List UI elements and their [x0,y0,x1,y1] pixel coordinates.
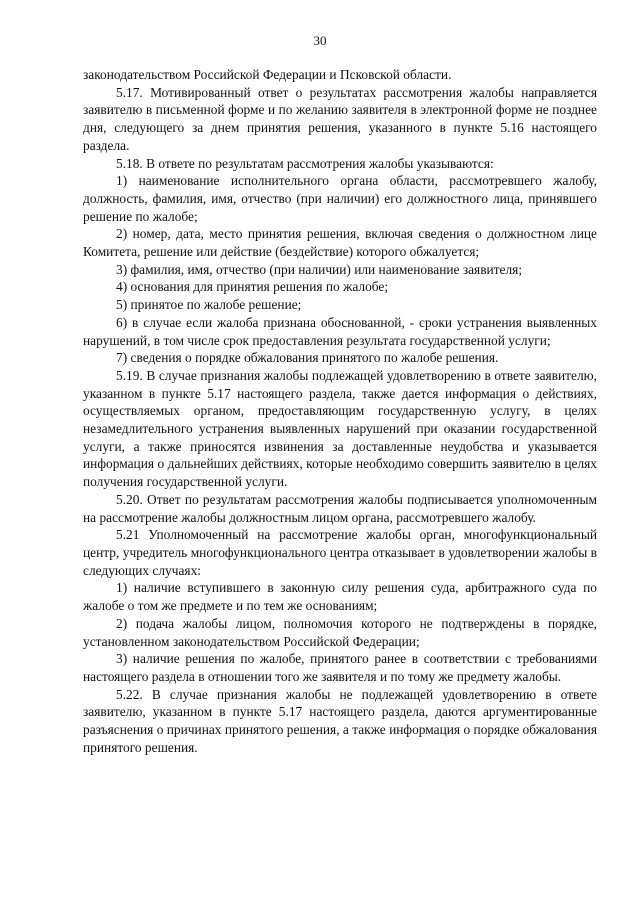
paragraph-5-19: 5.19. В случае признания жалобы подлежащей удовлетворению в ответе заявителю, указанном в пункте 5.17 настоящего раздела, также дается информация о действиях, осуществляемых органом, предоставляющим государственную услугу, в целях незамедлительного устранения выявленных нарушений при оказании государственной услуги, а также приносятся извинения за доставленные неудобства и указывается информация о дальнейших действиях, которые необходимо совершить заявителю в целях получения государственной услуги. [83,367,597,490]
paragraph-continuation: законодательством Российской Федерации и Псковской области. [83,67,452,82]
list-item-5-18-6: 6) в случае если жалоба признана обоснованной, - сроки устранения выявленных нарушений, в том числе срок предоставления результата государственной услуги; [83,314,597,348]
list-item-5-18-7: 7) сведения о порядке обжалования принятого по жалобе решения. [116,350,499,366]
list-item-5-21-2: 2) подача жалобы лицом, полномочия которого не подтверждены в порядке, установленном законодательством Российской Федерации; [83,615,597,649]
paragraph-5-21: 5.21 Уполномоченный на рассмотрение жалобы орган, многофункциональный центр, учредитель многофункционального центра отказывает в удовлетворении жалобы в следующих случаях: [83,527,597,578]
paragraph-5-20: 5.20. Ответ по результатам рассмотрения жалобы подписывается уполномоченным на рассмотрение жалобы должностным лицом органа, рассмотревшего жалобу. [83,491,597,525]
paragraph-5-17: 5.17. Мотивированный ответ о результатах рассмотрения жалобы направляется заявителю в письменной форме и по желанию заявителя в электронной форме не позднее дня, следующего за днем принятия решения, указанного в пункте 5.16 настоящего раздела. [83,84,597,153]
list-item-5-18-4: 4) основания для принятия решения по жалобе; [116,279,389,295]
paragraph-5-22: 5.22. В случае признания жалобы не подлежащей удовлетворению в ответе заявителю, указанном в пункте 5.17 настоящего раздела, даются аргументированные разъяснения о причинах принятого решения, а также информация о порядке обжалования принятого решения. [83,686,597,755]
list-item-5-21-1: 1) наличие вступившего в законную силу решения суда, арбитражного суда по жалобе о том же предмете и по тем же основаниям; [83,580,597,614]
list-item-5-18-5: 5) принятое по жалобе решение; [116,297,302,313]
page-number: 30 [313,33,327,48]
list-item-5-18-2: 2) номер, дата, место принятия решения, включая сведения о должностном лице Комитета, решение или действие (бездействие) которого обжалуется; [83,226,597,260]
list-item-5-21-3: 3) наличие решения по жалобе, принятого ранее в соответствии с требованиями настоящего раздела в отношении того же заявителя и по тому же предмету жалобы. [83,651,597,684]
document-body [83,66,597,756]
list-item-5-18-1: 1) наименование исполнительного органа области, рассмотревшего жалобу, должность, фамилия, имя, отчество (при наличии) его должностного лица, принявшего решение по жалобе; [83,173,597,224]
paragraph-5-18: 5.18. В ответе по результатам рассмотрения жалобы указываются: [116,155,494,171]
list-item-5-18-3: 3) фамилия, имя, отчество (при наличии) или наименование заявителя; [116,261,523,277]
